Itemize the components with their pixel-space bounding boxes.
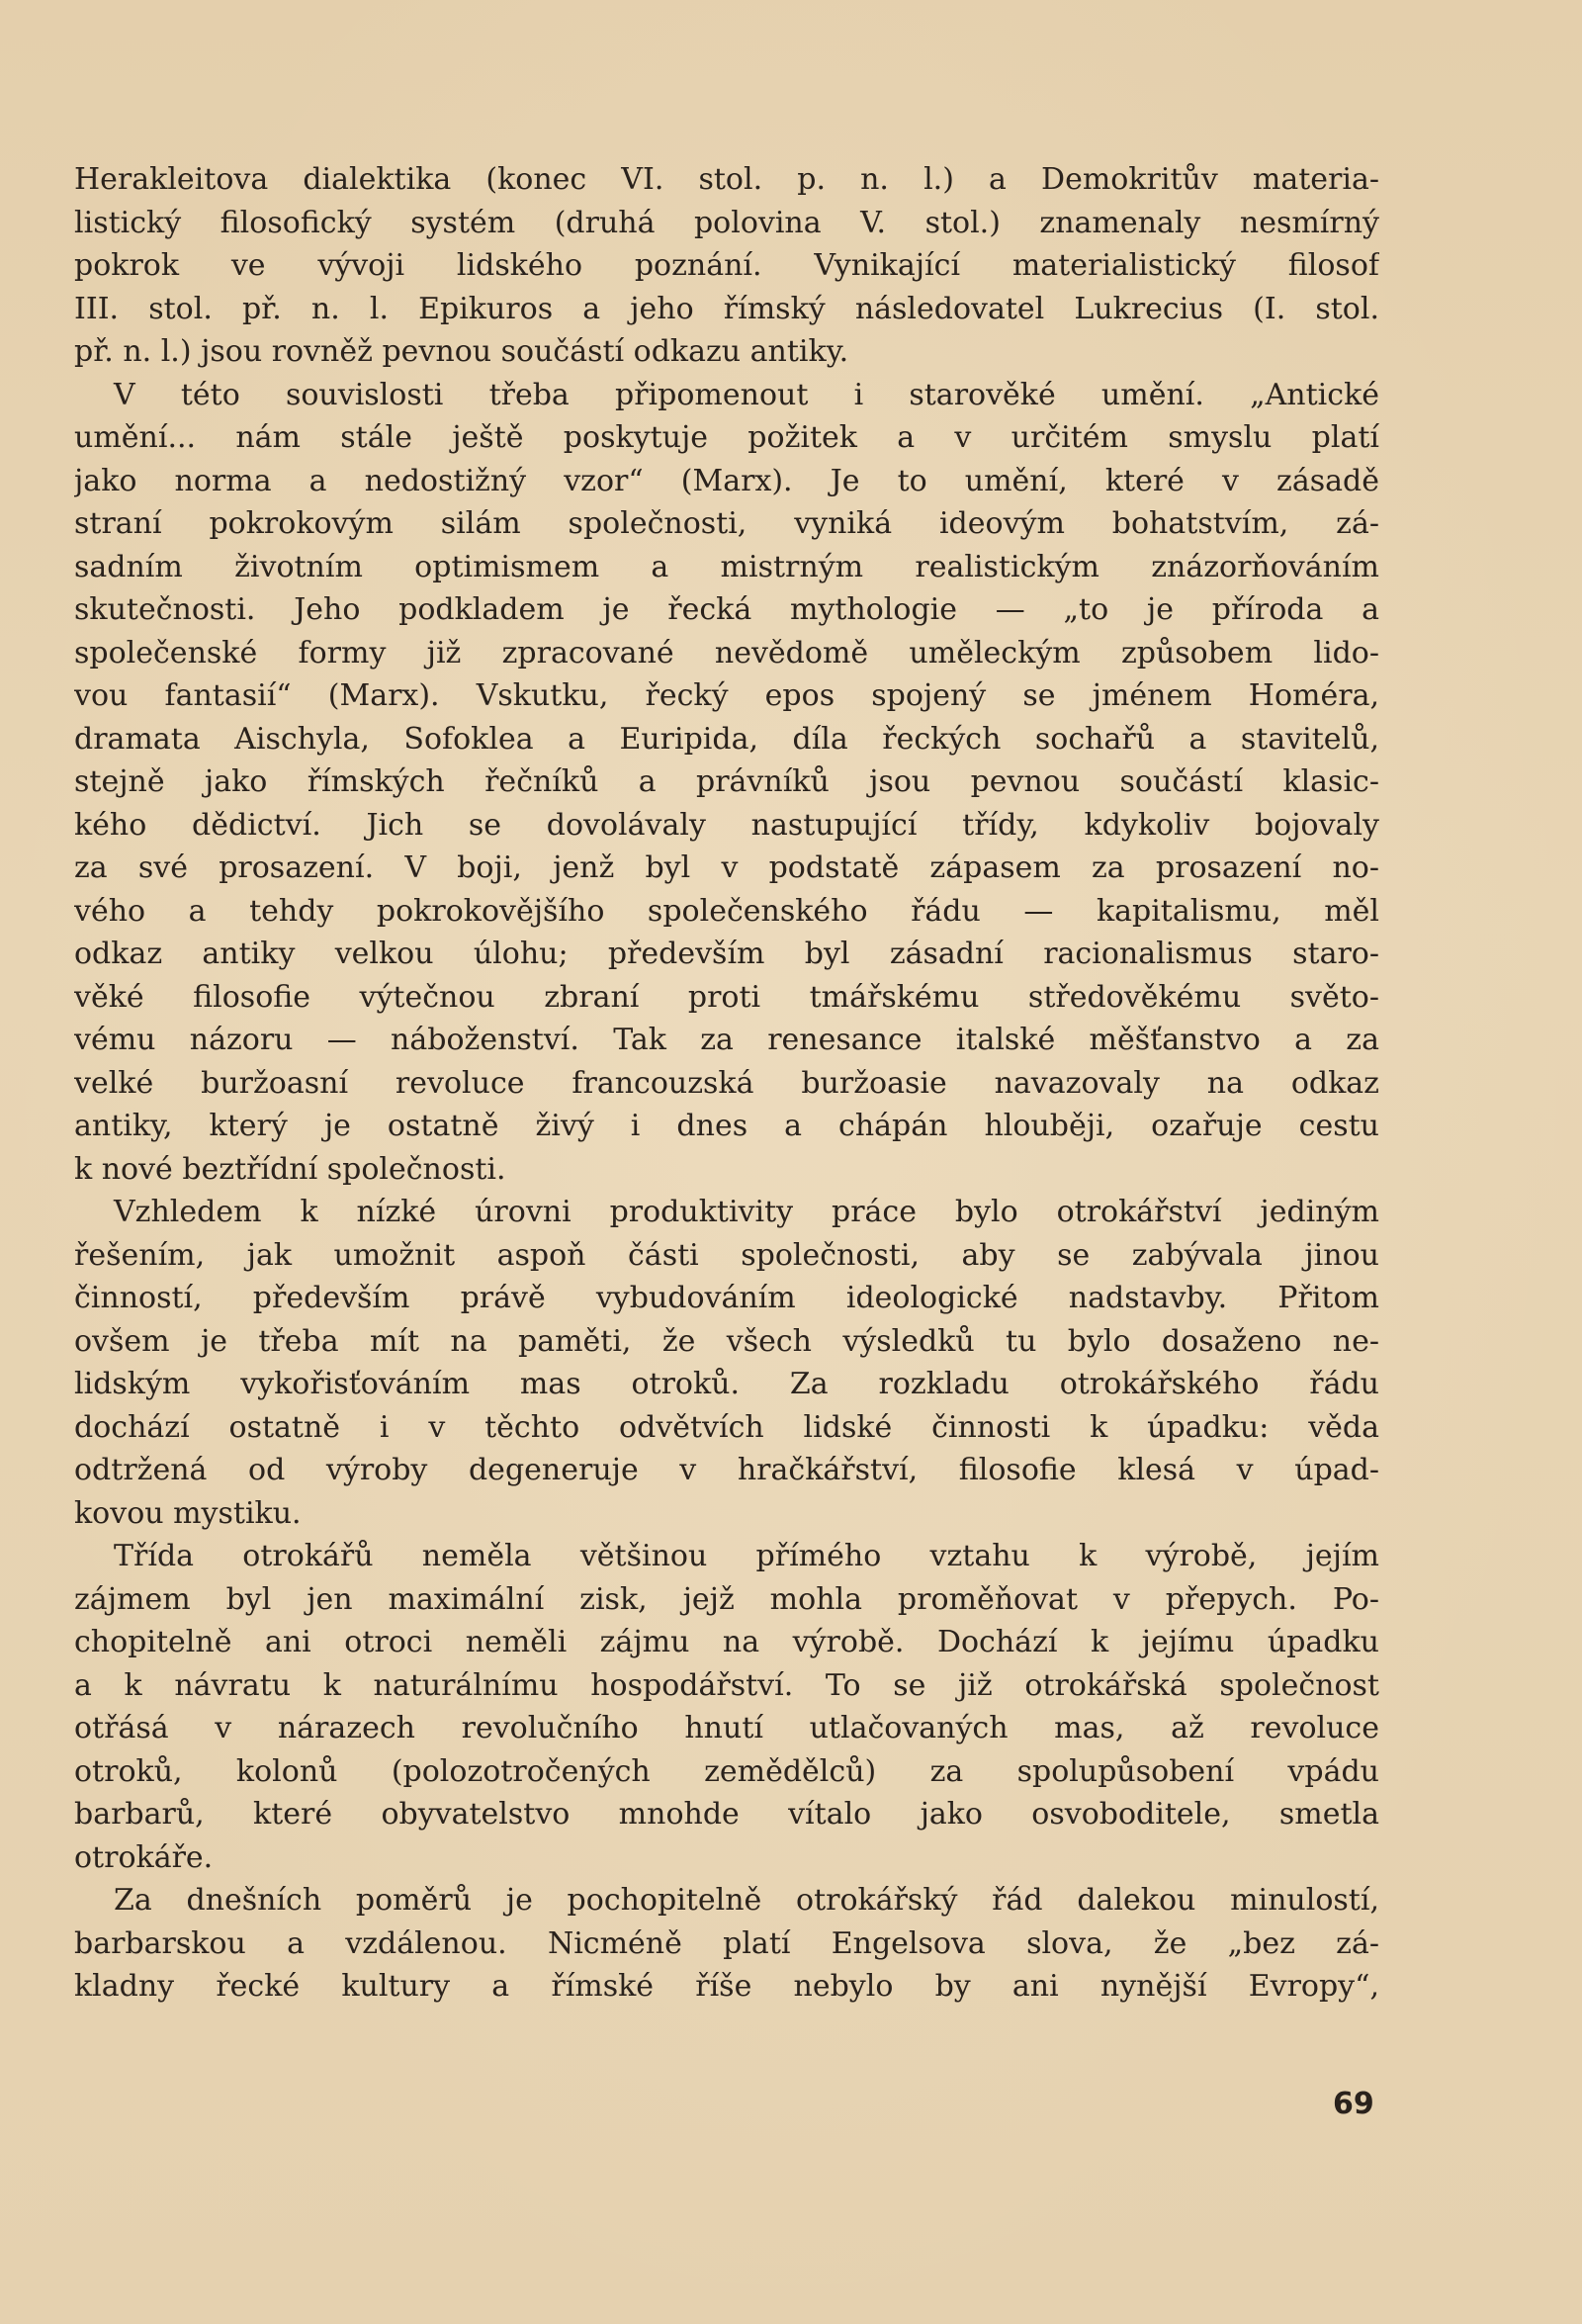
text-line: Vzhledem k nízké úrovni produktivity práce bylo otrokářství jediným [114, 1195, 1379, 1229]
text-line: barbarů, které obyvatelstvo mnohde vítalo jako osvoboditele, smetla [74, 1797, 1379, 1832]
text-line: jako norma a nedostižný vzor“ (Marx). Je to umění, které v zásadě [74, 463, 1379, 498]
text-line: kovou mystiku. [74, 1495, 302, 1531]
text-line: barbarskou a vzdálenou. Nicméně platí Engelsova slova, že „bez zá- [74, 1925, 1379, 1961]
text-line: Herakleitova dialektika (konec VI. stol. p. n. l.) a Demokritův materia- [74, 162, 1379, 197]
text-line: řešením, jak umožnit aspoň části společnosti, aby se zabývala jinou [74, 1237, 1379, 1273]
text-line: sadním životním optimismem a mistrným realistickým znázorňováním [74, 549, 1379, 584]
text-line: stejně jako římských řečníků a právníků jsou pevnou součástí klasic- [74, 764, 1379, 799]
page-number: 69 [1333, 2087, 1374, 2121]
text-line: věké filosofie výtečnou zbraní proti tmářskému středověkému světo- [74, 979, 1379, 1015]
text-line: listický filosofický systém (druhá polovina V. stol.) znamenaly nesmírný [74, 205, 1379, 240]
text-line: vou fantasií“ (Marx). Vskutku, řecký epos spojený se jménem Homéra, [74, 678, 1379, 713]
text-line: straní pokrokovým silám společnosti, vyniká ideovým bohatstvím, zá- [74, 506, 1379, 541]
text-line: otřásá v nárazech revolučního hnutí utlačovaných mas, až revoluce [74, 1711, 1379, 1745]
text-line: skutečnosti. Jeho podkladem je řecká mythologie — „to je příroda a [74, 592, 1379, 627]
text-line: odkaz antiky velkou úlohu; především byl zásadní racionalismus staro- [74, 937, 1379, 971]
text-line: antiky, který je ostatně živý i dnes a chápán hlouběji, ozařuje cestu [74, 1109, 1379, 1143]
text-line: odtržená od výroby degeneruje v hračkářství, filosofie klesá v úpad- [74, 1453, 1379, 1487]
text-line: otrokáře. [74, 1839, 214, 1875]
text-line: př. n. l.) jsou rovněž pevnou součástí odkazu antiky. [74, 334, 849, 369]
body-text [74, 158, 1379, 2009]
text-line: Třída otrokářů neměla většinou přímého vztahu k výrobě, jejím [114, 1539, 1379, 1573]
text-line: Za dnešních poměrů je pochopitelně otrokářský řád dalekou minulostí, [114, 1883, 1379, 1918]
text-line: a k návratu k naturálnímu hospodářství. To se již otrokářská společnost [74, 1667, 1379, 1703]
text-line: za své prosazení. V boji, jenž byl v podstatě zápasem za prosazení no- [74, 850, 1379, 885]
text-line: dochází ostatně i v těchto odvětvích lidské činnosti k úpadku: věda [74, 1409, 1379, 1445]
text-line: společenské formy již zpracované nevědomě uměleckým způsobem lido- [74, 635, 1379, 670]
text-line: chopitelně ani otroci neměli zájmu na výrobě. Dochází k jejímu úpadku [74, 1625, 1379, 1659]
text-line: činností, především právě vybudováním ideologické nadstavby. Přitom [74, 1281, 1379, 1315]
text-line: pokrok ve vývoji lidského poznání. Vynikající materialistický filosof [74, 248, 1379, 283]
text-line: k nové beztřídní společnosti. [74, 1151, 506, 1187]
text-line: kého dědictví. Jich se dovolávaly nastupující třídy, kdykoliv bojovaly [74, 807, 1379, 843]
text-line: kladny řecké kultury a římské říše nebylo by ani nynější Evropy“, [74, 1969, 1379, 2004]
text-line: III. stol. př. n. l. Epikuros a jeho římský následovatel Lukrecius (I. stol. [74, 291, 1379, 326]
text-line: vému názoru — náboženství. Tak za renesance italské měšťanstvo a za [74, 1023, 1379, 1057]
text-line: V této souvislosti třeba připomenout i starověké umění. „Antické [114, 377, 1379, 412]
text-line: zájmem byl jen maximální zisk, jejž mohla proměňovat v přepych. Po- [74, 1581, 1379, 1617]
text-line: ovšem je třeba mít na paměti, že všech výsledků tu bylo dosaženo ne- [74, 1323, 1379, 1359]
text-line: umění... nám stále ještě poskytuje požitek a v určitém smyslu platí [74, 420, 1379, 455]
text-line: otroků, kolonů (polozotročených zemědělců) za spolupůsobení vpádu [74, 1753, 1379, 1789]
text-line: velké buržoasní revoluce francouzská buržoasie navazovaly na odkaz [74, 1065, 1379, 1101]
text-line: lidským vykořisťováním mas otroků. Za rozkladu otrokářského řádu [74, 1367, 1379, 1401]
text-line: dramata Aischyla, Sofoklea a Euripida, díla řeckých sochařů a stavitelů, [74, 721, 1379, 757]
text-line: vého a tehdy pokrokovějšího společenského řádu — kapitalismu, měl [74, 893, 1379, 929]
